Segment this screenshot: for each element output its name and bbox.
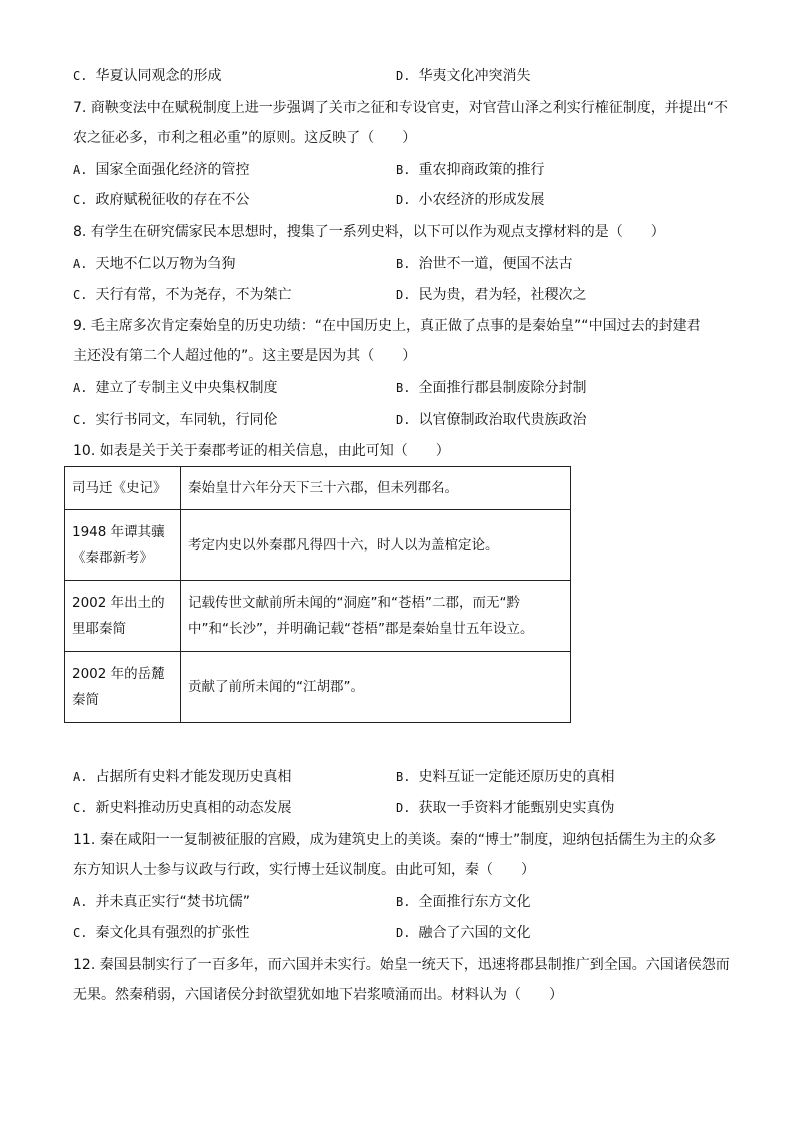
table-cell-source (65, 510, 181, 581)
q9-option-c[interactable] (73, 410, 277, 430)
q10-source-table (64, 466, 571, 723)
table-row (65, 652, 571, 723)
q8-option-a[interactable] (73, 254, 235, 274)
table-cell-source (65, 581, 181, 652)
option-label: A. (73, 770, 88, 784)
option-label: B. (396, 163, 411, 177)
option-label: C. (73, 288, 88, 302)
q8-option-c[interactable] (73, 285, 291, 305)
option-text: 民为贵，君为轻，社稷次之 (418, 287, 587, 303)
q11-stem-line-1: 11. 秦在咸阳一一复制被征服的宫殿，成为建筑史上的美谈。秦的“博士”制度，迎纳包括儒生为主的众多 (73, 832, 717, 848)
option-text: 华夷文化冲突消失 (418, 68, 531, 84)
q8-option-b[interactable] (396, 254, 572, 274)
q11-stem-line-2: 东方知识人士参与议政与行政，实行博士廷议制度。由此可知，秦（ ） (73, 862, 535, 878)
table-cell-source (65, 652, 181, 723)
cell-text: 《秦郡新考》 (72, 550, 153, 566)
q11-option-a[interactable] (73, 892, 250, 912)
cell-text: 中”和“长沙”，并明确记载“苍梧”郡是秦始皇廿五年设立。 (188, 621, 534, 637)
option-text: 华夏认同观念的形成 (95, 68, 222, 84)
q8-stem-line-1: 8. 有学生在研究儒家民本思想时，搜集了一系列史料，以下可以作为观点支撑材料的是（ ） (73, 224, 665, 240)
option-text: 实行书同文，车同轨，行同伦 (95, 412, 278, 428)
option-label: A. (73, 381, 88, 395)
cell-text: 里耶秦简 (72, 621, 126, 637)
option-label: C. (73, 193, 88, 207)
cell-text: 2002 年出土的 (72, 595, 165, 611)
table-row (65, 467, 571, 510)
option-text: 小农经济的形成发展 (418, 192, 545, 208)
option-label: C. (73, 926, 88, 940)
option-text: 占据所有史料才能发现历史真相 (95, 769, 292, 785)
option-text: 全面推行东方文化 (418, 894, 531, 910)
q10-stem-line-1: 10. 如表是关于关于秦郡考证的相关信息，由此可知（ ） (73, 443, 450, 459)
option-text: 获取一手资料才能甄别史实真伪 (418, 800, 615, 816)
q6-option-d[interactable] (396, 66, 530, 86)
option-label: A. (73, 163, 88, 177)
q7-option-b[interactable] (396, 160, 544, 180)
option-text: 重农抑商政策的推行 (418, 162, 545, 178)
option-label: A. (73, 257, 88, 271)
q11-option-c[interactable] (73, 923, 249, 943)
option-label: B. (396, 895, 411, 909)
option-text: 建立了专制主义中央集权制度 (95, 380, 278, 396)
option-label: B. (396, 257, 411, 271)
q12-stem-line-2: 无果。然秦稍弱，六国诸侯分封欲望犹如地下岩浆喷涌而出。材料认为（ ） (73, 987, 563, 1003)
table-cell-source (65, 467, 181, 510)
table-cell-content (181, 510, 571, 581)
q10-option-c[interactable] (73, 798, 291, 818)
cell-text: 考定内史以外秦郡凡得四十六，时人以为盖棺定论。 (188, 537, 499, 553)
option-label: B. (396, 770, 411, 784)
option-text: 新史料推动历史真相的动态发展 (95, 800, 292, 816)
q10-option-b[interactable] (396, 767, 614, 787)
option-text: 国家全面强化经济的管控 (95, 162, 250, 178)
option-label: D. (396, 413, 411, 427)
q7-option-c[interactable] (73, 190, 249, 210)
table-row (65, 510, 571, 581)
q9-stem-line-2: 主还没有第二个人超过他的”。这主要是因为其（ ） (73, 348, 417, 364)
option-text: 并未真正实行“焚书坑儒” (95, 894, 250, 910)
option-label: C. (73, 801, 88, 815)
option-text: 政府赋税征收的存在不公 (95, 192, 250, 208)
table-cell-content (181, 652, 571, 723)
cell-text: 贡献了前所未闻的“江胡郡”。 (188, 679, 364, 695)
option-text: 治世不一道，便国不法古 (418, 256, 573, 272)
option-label: C. (73, 69, 88, 83)
q7-option-d[interactable] (396, 190, 544, 210)
option-label: D. (396, 69, 411, 83)
cell-text: 秦简 (72, 692, 99, 708)
option-label: D. (396, 926, 411, 940)
q7-stem-line-1: 7. 商鞅变法中在赋税制度上进一步强调了关市之征和专设官吏，对官营山泽之利实行榷征制度，并提出“不 (73, 100, 729, 116)
option-text: 融合了六国的文化 (418, 925, 531, 941)
cell-text: 秦始皇廿六年分天下三十六郡，但未列郡名。 (188, 480, 458, 496)
option-text: 全面推行郡县制废除分封制 (418, 380, 587, 396)
option-label: D. (396, 801, 411, 815)
q7-option-a[interactable] (73, 160, 249, 180)
q9-stem-line-1: 9. 毛主席多次肯定秦始皇的历史功绩：“在中国历史上，真正做了点事的是秦始皇”“中国过去的封建君 (73, 318, 701, 334)
cell-text: 记载传世文献前所未闻的“洞庭”和“苍梧”二郡，而无“黔 (188, 595, 520, 611)
option-text: 秦文化具有强烈的扩张性 (95, 925, 250, 941)
table-cell-content (181, 581, 571, 652)
cell-text: 1948 年谭其骧 (72, 524, 165, 540)
cell-text: 2002 年的岳麓 (72, 666, 165, 682)
option-label: A. (73, 895, 88, 909)
option-text: 天行有常，不为尧存，不为桀亡 (95, 287, 292, 303)
table-cell-content (181, 467, 571, 510)
option-label: C. (73, 413, 88, 427)
q12-stem-line-1: 12. 秦国县制实行了一百多年，而六国并未实行。始皇一统天下，迅速将郡县制推广到全国。六国诸侯怨而 (73, 957, 730, 973)
q9-option-b[interactable] (396, 378, 586, 398)
q10-option-d[interactable] (396, 798, 614, 818)
q6-option-c[interactable] (73, 66, 221, 86)
q7-stem-line-2: 农之征必多，市利之租必重”的原则。这反映了（ ） (73, 130, 417, 146)
option-label: D. (396, 193, 411, 207)
option-label: D. (396, 288, 411, 302)
cell-text: 司马迁《史记》 (72, 480, 167, 496)
option-text: 史料互证一定能还原历史的真相 (418, 769, 615, 785)
option-text: 以官僚制政治取代贵族政治 (418, 412, 587, 428)
option-text: 天地不仁以万物为刍狗 (95, 256, 236, 272)
q10-option-a[interactable] (73, 767, 291, 787)
q8-option-d[interactable] (396, 285, 586, 305)
q9-option-a[interactable] (73, 378, 277, 398)
q9-option-d[interactable] (396, 410, 586, 430)
option-label: B. (396, 381, 411, 395)
q11-option-b[interactable] (396, 892, 530, 912)
q11-option-d[interactable] (396, 923, 530, 943)
table-row (65, 581, 571, 652)
